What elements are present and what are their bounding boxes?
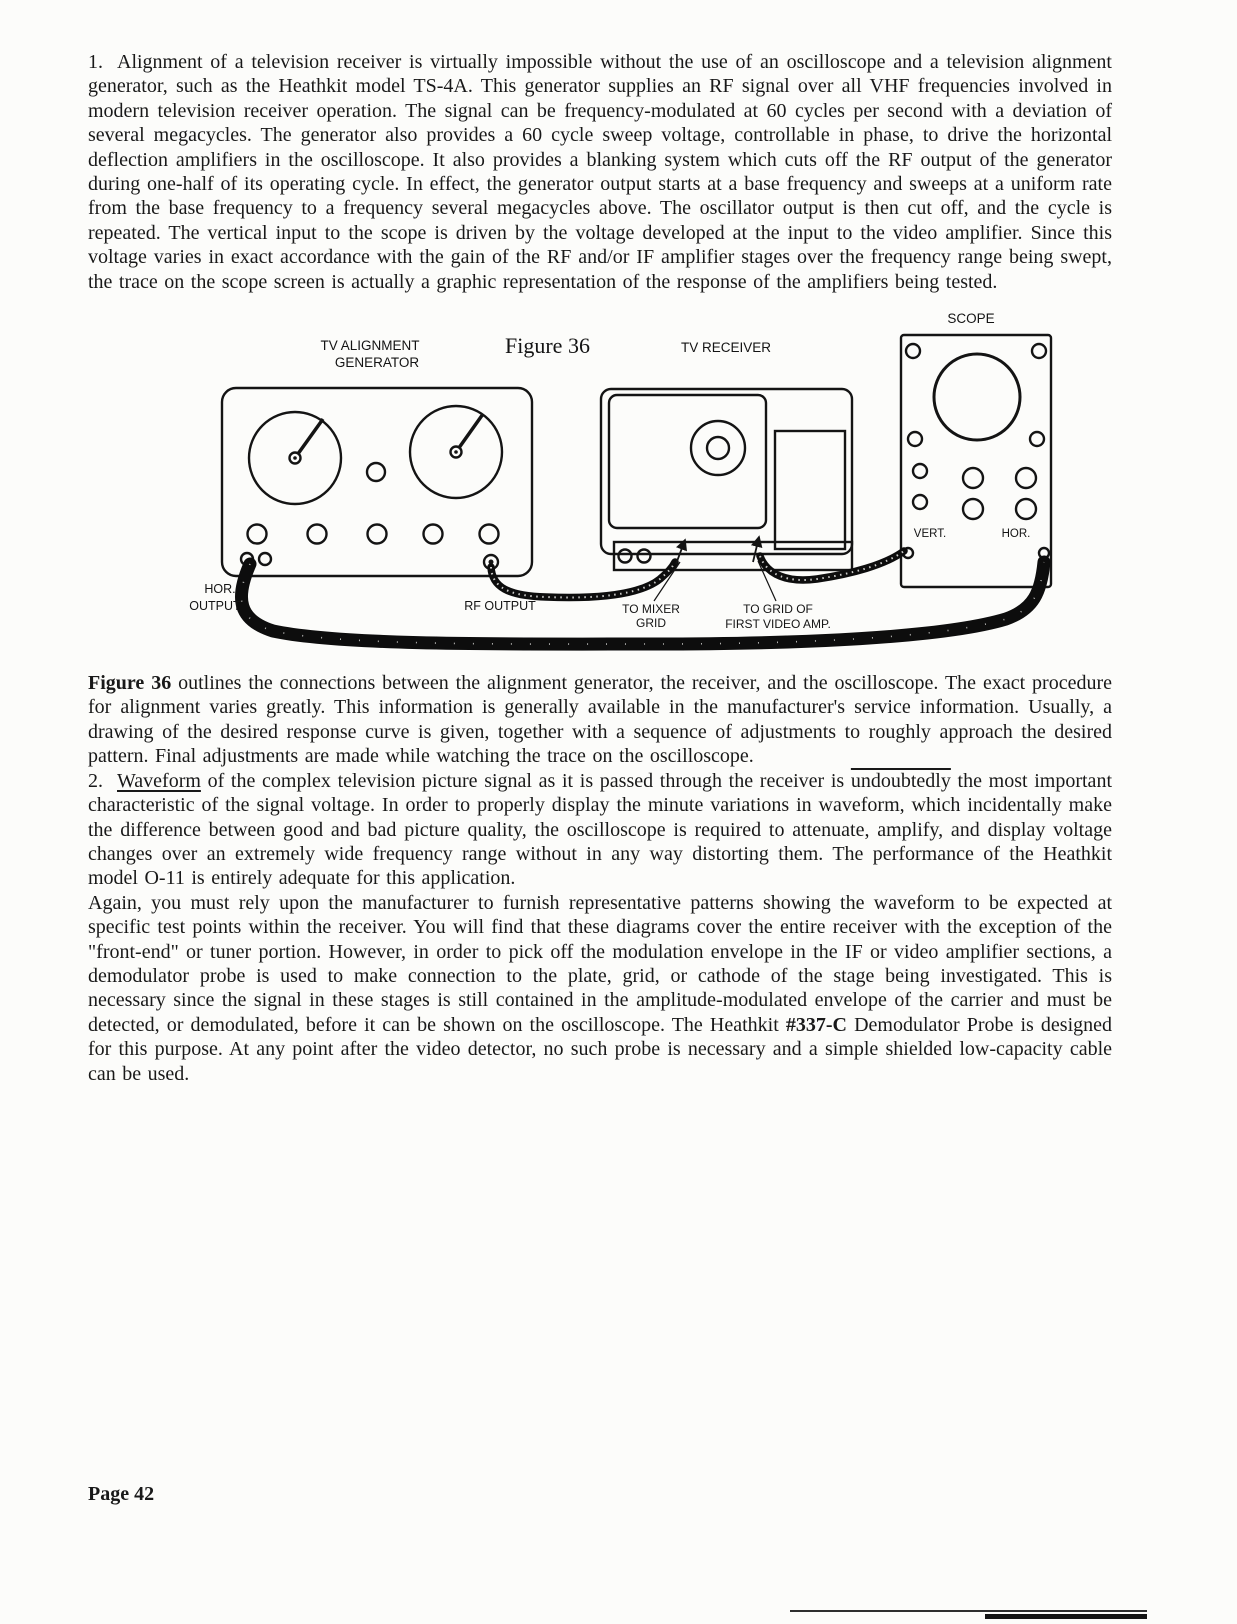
- alignment-generator-illustration: [222, 388, 532, 576]
- scope-knob-2: [963, 468, 983, 488]
- paragraph-2-number: 2.: [88, 769, 103, 792]
- generator-label-line2: GENERATOR: [334, 355, 420, 371]
- rf-output-cable: [491, 562, 675, 597]
- scope-cabinet: [901, 335, 1051, 587]
- chassis-terminal-1: [619, 550, 632, 563]
- hor-output-terminal-2: [259, 553, 271, 565]
- rf-output-label: RF OUTPUT: [464, 599, 536, 614]
- generator-knob-3: [368, 525, 387, 544]
- paragraph-waveform: [88, 769, 1112, 891]
- mixer-label-line2: GRID: [636, 616, 666, 631]
- waveform-overlined: undoubtedly: [850, 769, 951, 792]
- waveform-mid: of the complex television picture signal as it is passed through the receiver is: [200, 769, 851, 792]
- cables: [241, 551, 1044, 644]
- paragraph-1-text: Alignment of a television receiver is virtually impossible without the use of an oscilloscope and a television alignment generator, such as the Heathkit model TS-4A. This generator supplies an RF signal over all VHF frequencies involved in modern television receiver operation. The signal can be frequency-modulated at 60 cycles per second with a deviation of several megacycles. The generator also provides a 60 cycle sweep voltage, controllable in phase, to drive the horizontal deflection amplifiers in the oscilloscope. It also provides a blanking system which cuts off the RF output of the generator during one-half of its operating cycle. In effect, the generator output starts at a base frequency and sweeps at a uniform rate from the base frequency to a frequency several megacycles above. The oscillator output is then cut off, and the cycle is repeated. The vertical input to the scope is driven by the voltage developed at the input to the video amplifier. Since this voltage varies in exact accordance with the gain of the RF and/or IF amplifier stages over the frequency range being swept, the trace on the scope screen is actually a graphic representation of the response of the amplifiers being tested.: [88, 51, 1112, 293]
- paragraph-alignment: [88, 50, 1112, 294]
- receiver-cabinet: [601, 389, 852, 554]
- paragraph-figure-note: [88, 671, 1112, 769]
- tv-receiver-illustration: [601, 389, 852, 570]
- figure-note-text: outlines the connections between the alignment generator, the receiver, and the oscilloscope. The exact procedure for alignment varies greatly. This information is generally available in the manufacturer's service information. Usually, a drawing of the desired response curve is given, together with a sequence of adjustments to roughly approach the desired pattern. Final adjustments are made while watching the trace on the oscilloscope.: [88, 672, 1112, 768]
- scope-screw-4: [1030, 432, 1044, 446]
- scope-knob-1: [913, 464, 927, 478]
- generator-knob-5: [480, 525, 499, 544]
- waveform-underlined: Waveform: [117, 769, 201, 792]
- video-amp-label-line2: FIRST VIDEO AMP.: [725, 617, 831, 632]
- page-content: [88, 50, 1112, 1086]
- generator-knob-2: [308, 525, 327, 544]
- figure-36: [88, 306, 1148, 671]
- receiver-dial-inner: [707, 437, 729, 459]
- scope-knob-6: [1016, 499, 1036, 519]
- scope-knob-4: [913, 495, 927, 509]
- generator-knob-4: [424, 525, 443, 544]
- hor-output-label-line2: OUTPUT: [189, 599, 241, 614]
- dial-left-needle: [295, 419, 323, 458]
- scope-crt: [934, 354, 1020, 440]
- scope-label: SCOPE: [947, 311, 995, 327]
- figure-36-diagram: [88, 306, 1148, 671]
- scope-screw-1: [906, 344, 920, 358]
- page-bottom-rule-dark: [985, 1614, 1147, 1619]
- page-bottom-rule: [790, 1610, 1147, 1612]
- mixer-grid-arrow: [676, 540, 685, 564]
- scope-hor-label: HOR.: [1001, 528, 1031, 541]
- dial-right-needle: [456, 414, 483, 452]
- scope-screw-2: [1032, 344, 1046, 358]
- scope-knob-5: [963, 499, 983, 519]
- demodulator-rest: Demodulator Probe is designed for this purpose. At any point after the video detector, no such probe is necessary and a simple shielded low-capacity cable can be used.: [88, 1013, 1112, 1085]
- demodulator-model: #337-C: [785, 1013, 847, 1036]
- receiver-label: TV RECEIVER: [680, 340, 772, 356]
- generator-knob-1: [248, 525, 267, 544]
- hor-output-label-line1: HOR.: [204, 582, 236, 597]
- figure-note-lead: Figure 36: [88, 672, 172, 695]
- generator-label-line1: TV ALIGNMENT: [320, 338, 420, 354]
- generator-small-knob: [367, 463, 385, 481]
- receiver-side-panel: [775, 431, 845, 549]
- demodulator-pre: Again, you must rely upon the manufacturer to furnish representative patterns showing the waveform to be expected at specific test points within the receiver. You will find that these diagrams cover the entire receiver with the exception of the "front-end" or tuner portion. However, in order to pick off the modulation envelope in the IF or video amplifier sections, a demodulator probe is used to make connection to the plate, grid, or cathode of the stage being investigated. This is necessary since the signal in these stages is still contained in the amplitude-modulated envelope of the carrier and must be detected, or demodulated, before it can be shown on the oscilloscope. The Heathkit: [88, 891, 1112, 1036]
- chassis-terminal-2: [638, 550, 651, 563]
- receiver-dial-outer: [691, 421, 745, 475]
- mixer-label-line1: TO MIXER: [622, 602, 680, 617]
- page-number: Page 42: [88, 1483, 155, 1505]
- scope-knob-3: [1016, 468, 1036, 488]
- oscilloscope-illustration: [901, 335, 1051, 587]
- video-amp-label-line1: TO GRID OF: [743, 602, 813, 617]
- figure-caption: Figure 36: [505, 333, 590, 359]
- paragraph-1-number: 1.: [88, 51, 103, 73]
- figure-header-labels: [320, 311, 994, 370]
- paragraph-demodulator: [88, 891, 1112, 1086]
- waveform-rest: the most important characteristic of the signal voltage. In order to properly display the minute variations in waveform, which incidentally make the difference between good and bad picture quality, the oscilloscope is required to attenuate, amplify, and display voltage changes over an extremely wide frequency range without in any way distorting them. The performance of the Heathkit model O-11 is entirely adequate for this application.: [88, 769, 1112, 890]
- scope-vert-label: VERT.: [913, 528, 947, 541]
- scope-screw-3: [908, 432, 922, 446]
